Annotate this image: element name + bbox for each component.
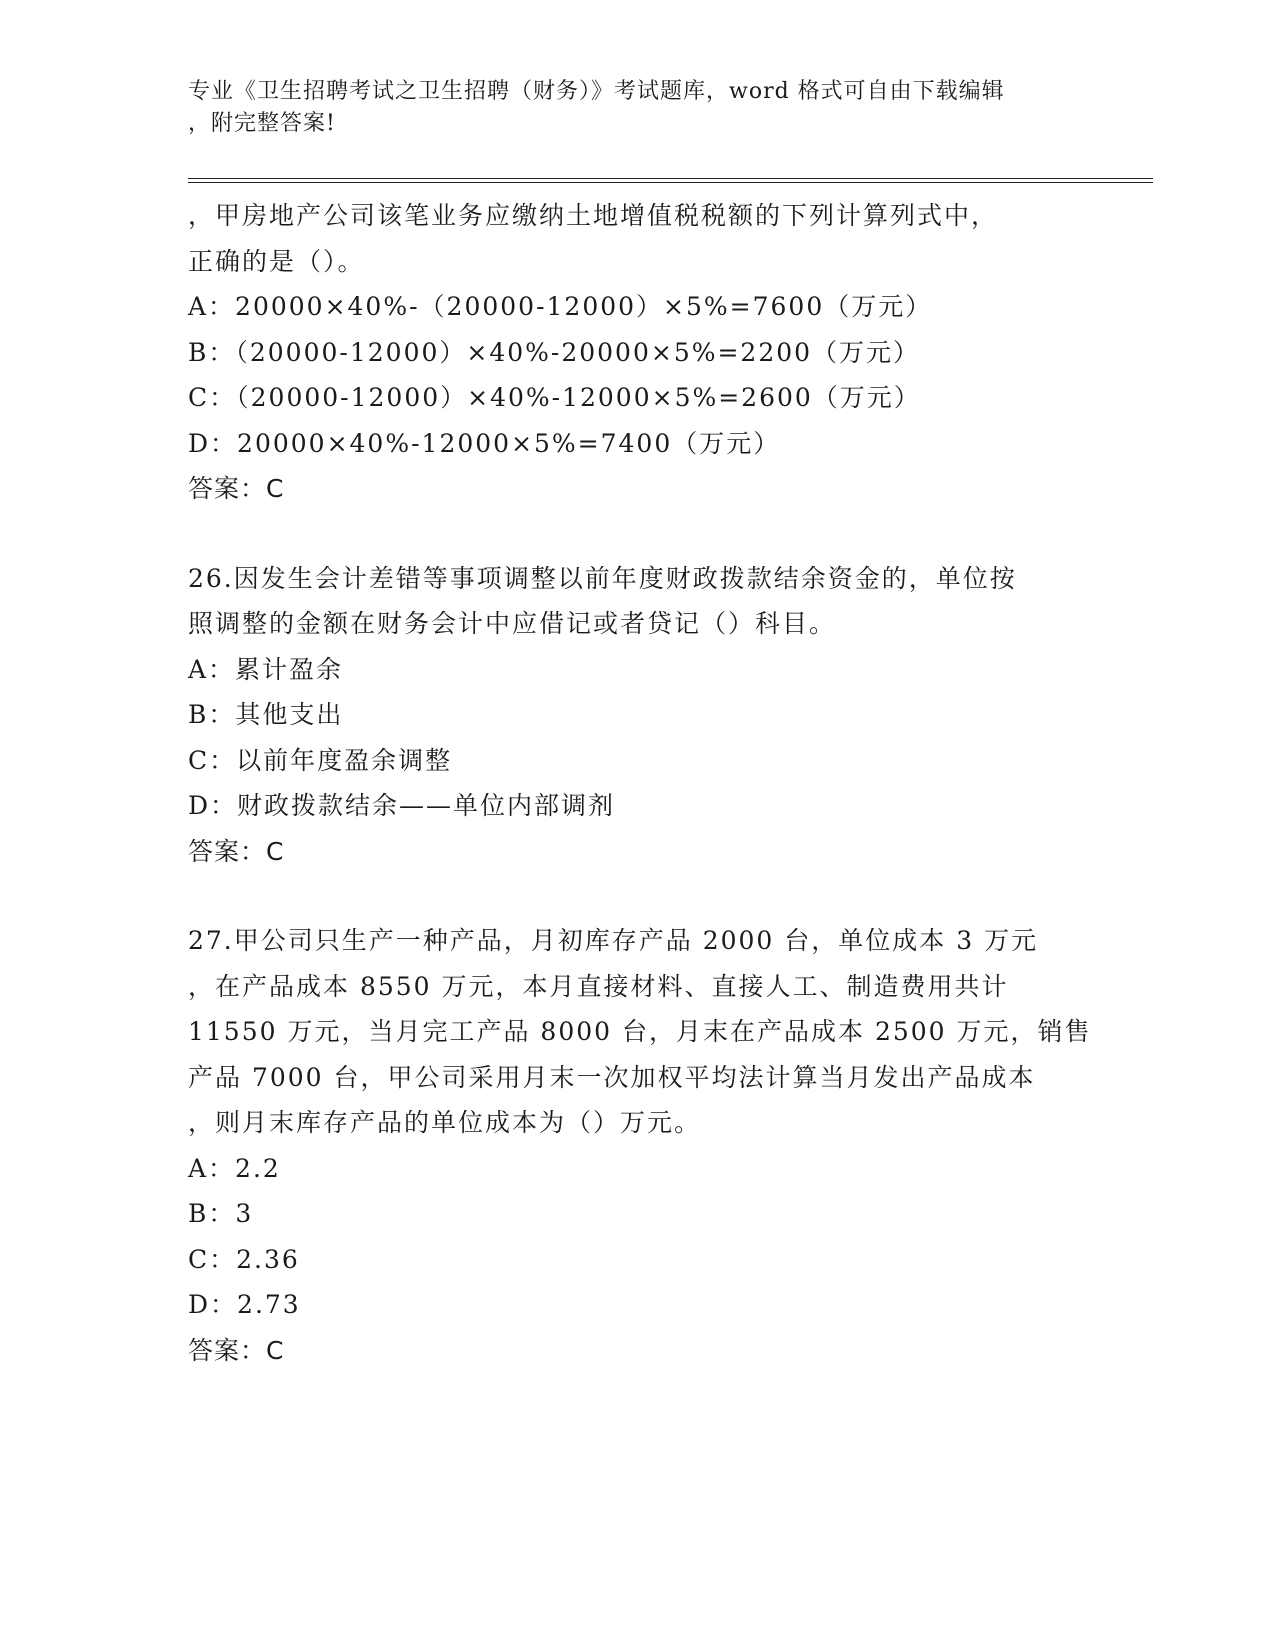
question-stem-line: 26.因发生会计差错等事项调整以前年度财政拨款结余资金的，单位按 bbox=[188, 563, 1017, 593]
header-title-line-1: 专业《卫生招聘考试之卫生招聘（财务）》考试题库，word 格式可自由下载编辑 bbox=[188, 79, 1005, 104]
option-a: A：2.2 bbox=[188, 1153, 281, 1183]
question-stem-line: 27.甲公司只生产一种产品，月初库存产品 2000 台，单位成本 3 万元 bbox=[188, 926, 1039, 955]
header-divider bbox=[188, 178, 1153, 183]
option-d: D：财政拨款结余——单位内部调剂 bbox=[188, 791, 616, 820]
document-header bbox=[188, 76, 1068, 140]
question-stem-line: ，则月末库存产品的单位成本为（）万元。 bbox=[188, 1108, 702, 1137]
option-a: A：20000×40%-（20000-12000）×5%=7600（万元） bbox=[188, 292, 933, 321]
question-spacer bbox=[188, 512, 1108, 556]
question-stem-line: ，甲房地产公司该笔业务应缴纳土地增值税税额的下列计算列式中， bbox=[188, 201, 999, 230]
option-b: B：其他支出 bbox=[188, 700, 344, 729]
question-list bbox=[188, 193, 1108, 1373]
option-b: B：3 bbox=[188, 1199, 254, 1228]
answer-line: 答案：C bbox=[188, 836, 285, 866]
option-a: A：累计盈余 bbox=[188, 654, 344, 684]
option-b: B：（20000-12000）×40%-20000×5%=2200（万元） bbox=[188, 337, 921, 367]
question-25 bbox=[188, 193, 1108, 512]
answer-line: 答案：C bbox=[188, 1335, 285, 1365]
question-stem-line: ，在产品成本 8550 万元，本月直接材料、直接人工、制造费用共计 bbox=[188, 971, 1009, 1001]
answer-line: 答案：C bbox=[188, 474, 285, 503]
question-stem-line: 正确的是（）。 bbox=[188, 246, 365, 276]
question-stem-line: 11550 万元，当月完工产品 8000 台，月末在产品成本 2500 万元，销售 bbox=[188, 1017, 1092, 1046]
question-27 bbox=[188, 918, 1108, 1373]
question-stem-line: 照调整的金额在财务会计中应借记或者贷记（）科目。 bbox=[188, 609, 837, 638]
option-c: C：2.36 bbox=[188, 1244, 300, 1274]
header-title-line-2: ，附完整答案! bbox=[188, 111, 336, 136]
option-d: D：20000×40%-12000×5%=7400（万元） bbox=[188, 428, 781, 458]
question-spacer bbox=[188, 874, 1108, 918]
option-c: C：以前年度盈余调整 bbox=[188, 745, 453, 775]
option-d: D：2.73 bbox=[188, 1290, 301, 1319]
option-c: C：（20000-12000）×40%-12000×5%=2600（万元） bbox=[188, 383, 921, 412]
question-stem-line: 产品 7000 台，甲公司采用月末一次加权平均法计算当月发出产品成本 bbox=[188, 1062, 1036, 1092]
question-26 bbox=[188, 556, 1108, 875]
